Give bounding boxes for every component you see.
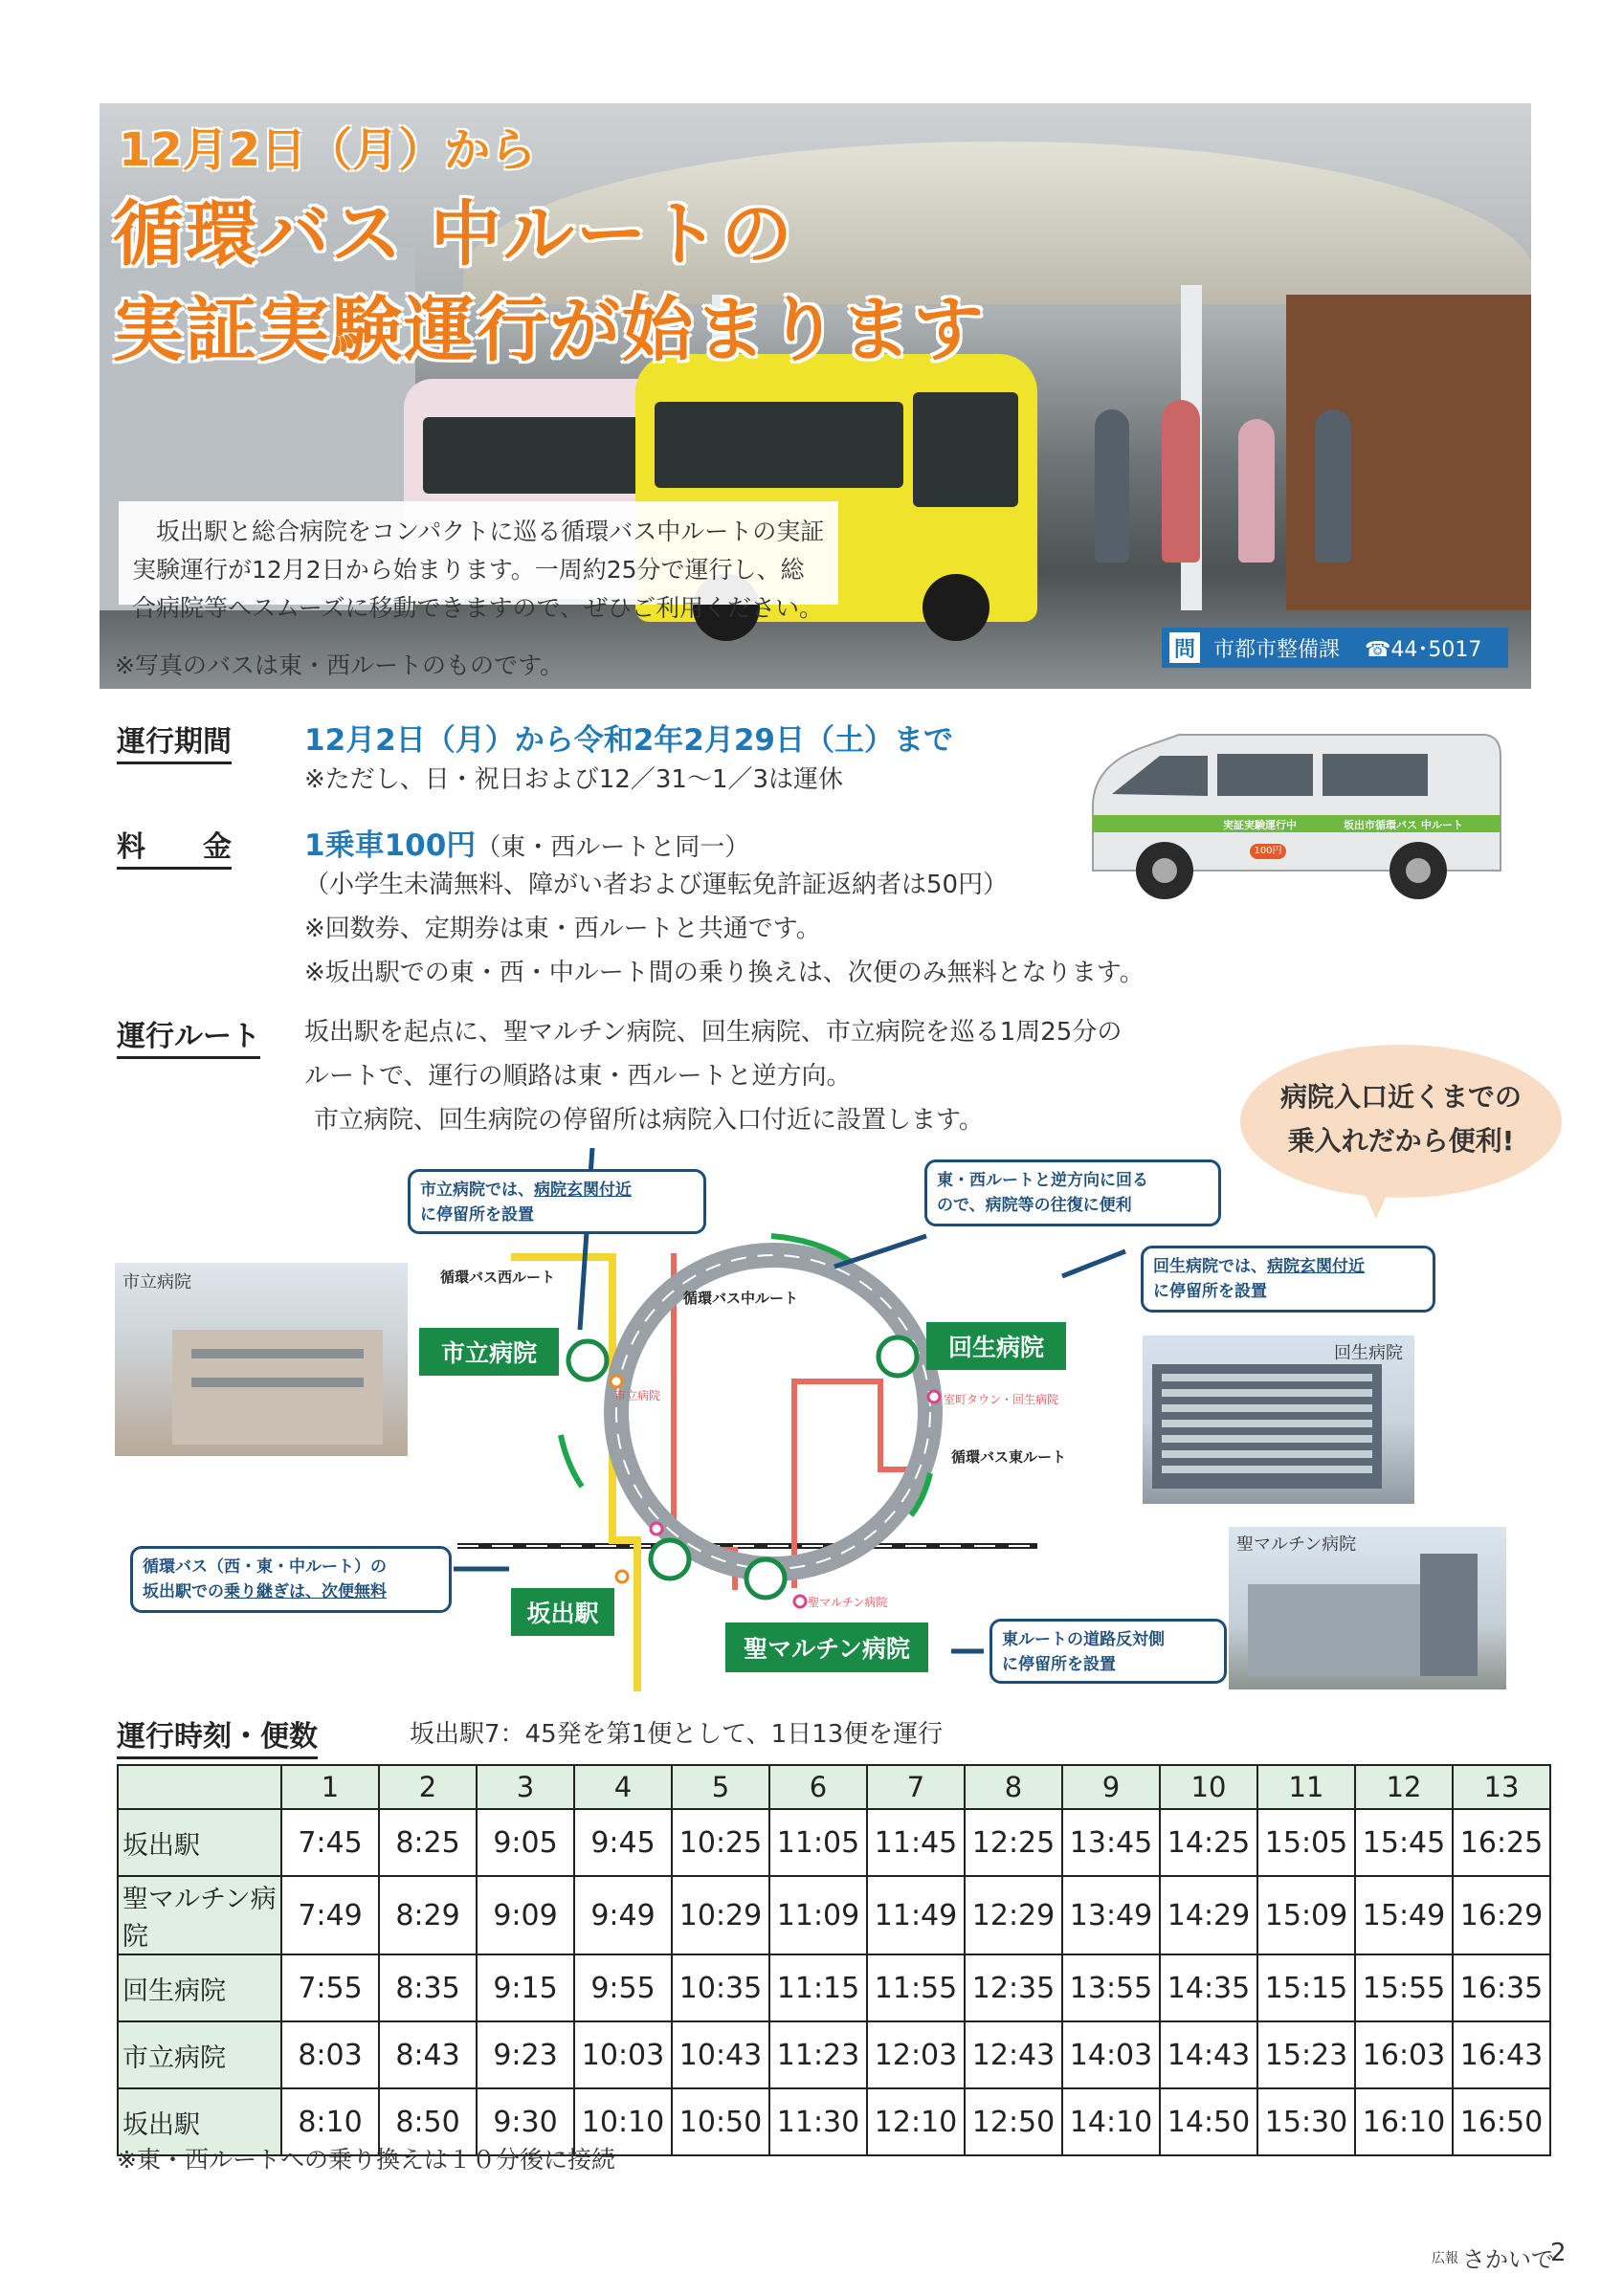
- trip-number: 12: [1355, 1765, 1453, 1809]
- stop-name: 坂出駅: [118, 1809, 281, 1876]
- trip-number: 3: [477, 1765, 574, 1809]
- callout-text: ので、病院等の往復に便利: [937, 1196, 1132, 1215]
- time-cell: 16:50: [1453, 2088, 1550, 2155]
- photo-label: 聖マルチン病院: [1236, 1534, 1357, 1555]
- route-label: 運行ルート: [117, 1012, 260, 1059]
- time-cell: 8:35: [379, 1954, 477, 2021]
- fare-note: ※回数券、定期券は東・西ルートと共通です。: [304, 915, 821, 943]
- time-cell: 10:29: [672, 1876, 769, 1954]
- route-line: ルートで、運行の順路は東・西ルートと逆方向。: [304, 1062, 852, 1091]
- fare-line: [304, 821, 749, 864]
- contact-box: [1162, 628, 1508, 668]
- time-cell: 15:49: [1355, 1876, 1453, 1954]
- callout-text: 病院玄関付近: [534, 1181, 632, 1200]
- callout-text: 乗り継ぎは、次便無料: [224, 1582, 387, 1601]
- time-cell: 11:15: [769, 1954, 867, 2021]
- hero-title-line1: 循環バス 中ルートの: [113, 193, 794, 276]
- time-cell: 13:45: [1062, 1809, 1160, 1876]
- time-cell: 8:50: [379, 2088, 477, 2155]
- time-cell: 16:29: [1453, 1876, 1550, 1954]
- stop-name: 聖マルチン病院: [118, 1876, 281, 1954]
- callout-text: に停留所を設置: [1153, 1282, 1267, 1301]
- photo-label: 市立病院: [122, 1272, 191, 1292]
- trip-number: 2: [379, 1765, 477, 1809]
- time-cell: 11:05: [769, 1809, 867, 1876]
- time-cell: 8:10: [281, 2088, 379, 2155]
- callout-text: 市立病院では、: [420, 1181, 534, 1200]
- fare-value: 1乗車100円: [304, 828, 477, 863]
- callout-transfer: [130, 1546, 452, 1613]
- period-value: 12月2日（月）から令和2年2月29日（土）まで: [304, 723, 953, 758]
- time-cell: 11:30: [769, 2088, 867, 2155]
- time-cell: 14:29: [1160, 1876, 1257, 1954]
- publication-prefix: 広報: [1432, 2251, 1458, 2266]
- period-label: 運行期間: [117, 718, 232, 764]
- time-cell: 13:49: [1062, 1876, 1160, 1954]
- time-cell: 10:03: [574, 2021, 672, 2088]
- time-cell: 12:50: [965, 2088, 1062, 2155]
- time-cell: 10:35: [672, 1954, 769, 2021]
- photo-label: 回生病院: [1334, 1343, 1403, 1363]
- intro-text: 坂出駅と総合病院をコンパクトに巡る循環バス中ルートの実証実験運行が12月2日から始まります。一周約25分で運行し、総合病院等へスムーズに移動できますので、ぜひご利用ください。: [119, 501, 838, 605]
- time-cell: 11:45: [867, 1809, 965, 1876]
- time-cell: 16:35: [1453, 1954, 1550, 2021]
- photo-martin-hospital: [1229, 1527, 1506, 1689]
- time-cell: 15:15: [1257, 1954, 1355, 2021]
- trip-number: 7: [867, 1765, 965, 1809]
- stop-label-kaisei: 室町タウン・回生病院: [944, 1393, 1059, 1406]
- time-cell: 10:25: [672, 1809, 769, 1876]
- contact-department: 市都市整備課: [1213, 637, 1341, 662]
- hero-title-line2: 実証実験運行が始まります: [113, 289, 986, 371]
- timetable-label: 運行時刻・便数: [117, 1712, 318, 1759]
- minibus-fare-sign: 100円: [1250, 844, 1286, 859]
- time-cell: 9:55: [574, 1954, 672, 2021]
- time-cell: 11:23: [769, 2021, 867, 2088]
- time-cell: 15:05: [1257, 1809, 1355, 1876]
- time-cell: 14:03: [1062, 2021, 1160, 2088]
- photo-kaisei-hospital: [1143, 1336, 1414, 1504]
- route-map: [109, 1148, 1545, 1703]
- east-route-label: 循環バス東ルート: [951, 1448, 1067, 1466]
- time-cell: 10:50: [672, 2088, 769, 2155]
- time-cell: 12:29: [965, 1876, 1062, 1954]
- stop-name: 回生病院: [118, 1954, 281, 2021]
- fare-label: 料 金: [117, 823, 232, 870]
- route-line: 市立病院、回生病院の停留所は病院入口付近に設置します。: [314, 1106, 984, 1135]
- time-cell: 15:45: [1355, 1809, 1453, 1876]
- time-cell: 7:49: [281, 1876, 379, 1954]
- fare-note: （小学生未満無料、障がい者および運転免許証返納者は50円）: [304, 871, 1009, 899]
- time-cell: 16:03: [1355, 2021, 1453, 2088]
- person: [1095, 409, 1129, 563]
- time-cell: 9:15: [477, 1954, 574, 2021]
- trip-number: 4: [574, 1765, 672, 1809]
- time-cell: 7:55: [281, 1954, 379, 2021]
- bubble-line2: 乗入れだから便利!: [1287, 1125, 1515, 1157]
- route-line: 坂出駅を起点に、聖マルチン病院、回生病院、市立病院を巡る1周25分の: [304, 1018, 1123, 1047]
- callout-text: 循環バス（西・東・中ルート）の: [143, 1557, 387, 1577]
- time-cell: 9:23: [477, 2021, 574, 2088]
- time-cell: 13:55: [1062, 1954, 1160, 2021]
- callout-text: に停留所を設置: [1002, 1655, 1116, 1674]
- publication-name: さかいで: [1462, 2246, 1554, 2273]
- time-cell: 11:55: [867, 1954, 965, 2021]
- person: [1315, 409, 1351, 563]
- middle-route-label: 循環バス中ルート: [683, 1290, 799, 1307]
- table-row: [118, 1876, 1550, 1954]
- page-number: 2: [1550, 2239, 1567, 2267]
- stop-box-shiritsu: 市立病院: [419, 1328, 559, 1376]
- trip-number: 10: [1160, 1765, 1257, 1809]
- period-note: ※ただし、日・祝日および12／31〜1／3は運休: [304, 765, 844, 794]
- time-cell: 15:55: [1355, 1954, 1453, 2021]
- stop-label-martin: 聖マルチン病院: [808, 1596, 888, 1609]
- time-cell: 14:35: [1160, 1954, 1257, 2021]
- stop-label-shiritsu: 市立病院: [614, 1389, 661, 1402]
- trip-number: 5: [672, 1765, 769, 1809]
- timetable-footnote: ※東・西ルートへの乗り換えは１０分後に接続: [117, 2146, 615, 2174]
- fare-note: ※坂出駅での東・西・中ルート間の乗り換えは、次便のみ無料となります。: [304, 959, 1145, 987]
- time-cell: 9:05: [477, 1809, 574, 1876]
- time-cell: 14:25: [1160, 1809, 1257, 1876]
- callout-reverse: [924, 1159, 1221, 1226]
- fare-suffix: （東・西ルートと同一）: [476, 833, 750, 862]
- callout-shiritsu: [408, 1169, 706, 1234]
- time-cell: 12:25: [965, 1809, 1062, 1876]
- time-cell: 15:30: [1257, 2088, 1355, 2155]
- time-cell: 16:10: [1355, 2088, 1453, 2155]
- time-cell: 8:43: [379, 2021, 477, 2088]
- trip-number: 6: [769, 1765, 867, 1809]
- table-row: [118, 2021, 1550, 2088]
- timetable: [117, 1764, 1551, 2156]
- time-cell: 14:43: [1160, 2021, 1257, 2088]
- time-cell: 12:43: [965, 2021, 1062, 2088]
- inquiry-icon: 問: [1169, 632, 1200, 663]
- time-cell: 15:09: [1257, 1876, 1355, 1954]
- stop-name: 市立病院: [118, 2021, 281, 2088]
- time-cell: 8:29: [379, 1876, 477, 1954]
- photo-shiritsu-hospital: [115, 1263, 408, 1456]
- time-cell: 14:50: [1160, 2088, 1257, 2155]
- minibus-sign: 実証実験運行中: [1223, 819, 1297, 831]
- person: [1238, 419, 1275, 563]
- time-cell: 8:03: [281, 2021, 379, 2088]
- stop-box-sakaide: 坂出駅: [511, 1588, 614, 1636]
- time-cell: 11:09: [769, 1876, 867, 1954]
- time-cell: 14:10: [1062, 2088, 1160, 2155]
- trip-number: 1: [281, 1765, 379, 1809]
- callout-east: [989, 1619, 1227, 1684]
- bubble-line1: 病院入口近くまでの: [1279, 1081, 1522, 1113]
- hero-date: 12月2日（月）から: [119, 123, 537, 177]
- trip-number: 8: [965, 1765, 1062, 1809]
- timetable-summary: 坂出駅7：45発を第1便として、1日13便を運行: [410, 1720, 944, 1749]
- callout-text: に停留所を設置: [420, 1205, 534, 1225]
- time-cell: 11:49: [867, 1876, 965, 1954]
- callout-text: 東・西ルートと逆方向に回る: [937, 1171, 1148, 1190]
- time-cell: 9:30: [477, 2088, 574, 2155]
- time-cell: 10:43: [672, 2021, 769, 2088]
- time-cell: 9:49: [574, 1876, 672, 1954]
- contact-phone: ☎44･5017: [1365, 637, 1482, 662]
- time-cell: 16:43: [1453, 2021, 1550, 2088]
- person: [1162, 400, 1200, 563]
- callout-text: 病院玄関付近: [1267, 1257, 1365, 1276]
- time-cell: 7:45: [281, 1809, 379, 1876]
- callout-text: 坂出駅での: [143, 1582, 224, 1601]
- callout-text: 東ルートの道路反対側: [1002, 1630, 1165, 1649]
- time-cell: 12:10: [867, 2088, 965, 2155]
- trip-number: 11: [1257, 1765, 1355, 1809]
- time-cell: 15:23: [1257, 2021, 1355, 2088]
- stop-box-kaisei: 回生病院: [926, 1322, 1066, 1370]
- callout-text: 回生病院では、: [1153, 1257, 1267, 1276]
- trip-number: 13: [1453, 1765, 1550, 1809]
- time-cell: 12:35: [965, 1954, 1062, 2021]
- table-row: [118, 1809, 1550, 1876]
- time-cell: 12:03: [867, 2021, 965, 2088]
- west-route-label: 循環バス西ルート: [440, 1269, 556, 1286]
- minibus-stripe-text: 坂出市循環バス 中ルート: [1344, 819, 1463, 831]
- trip-number: 9: [1062, 1765, 1160, 1809]
- photo-note: ※写真のバスは東・西ルートのものです。: [115, 651, 564, 679]
- table-row: [118, 1954, 1550, 2021]
- table-header-row: [118, 1765, 1550, 1809]
- table-corner: [118, 1765, 281, 1809]
- time-cell: 8:25: [379, 1809, 477, 1876]
- time-cell: 16:25: [1453, 1809, 1550, 1876]
- callout-kaisei: [1141, 1246, 1435, 1313]
- time-cell: 9:45: [574, 1809, 672, 1876]
- time-cell: 10:10: [574, 2088, 672, 2155]
- time-cell: 9:09: [477, 1876, 574, 1954]
- minibus-image: [1074, 727, 1504, 909]
- stop-box-martin: 聖マルチン病院: [725, 1623, 928, 1672]
- stop-name: 坂出駅: [118, 2088, 281, 2155]
